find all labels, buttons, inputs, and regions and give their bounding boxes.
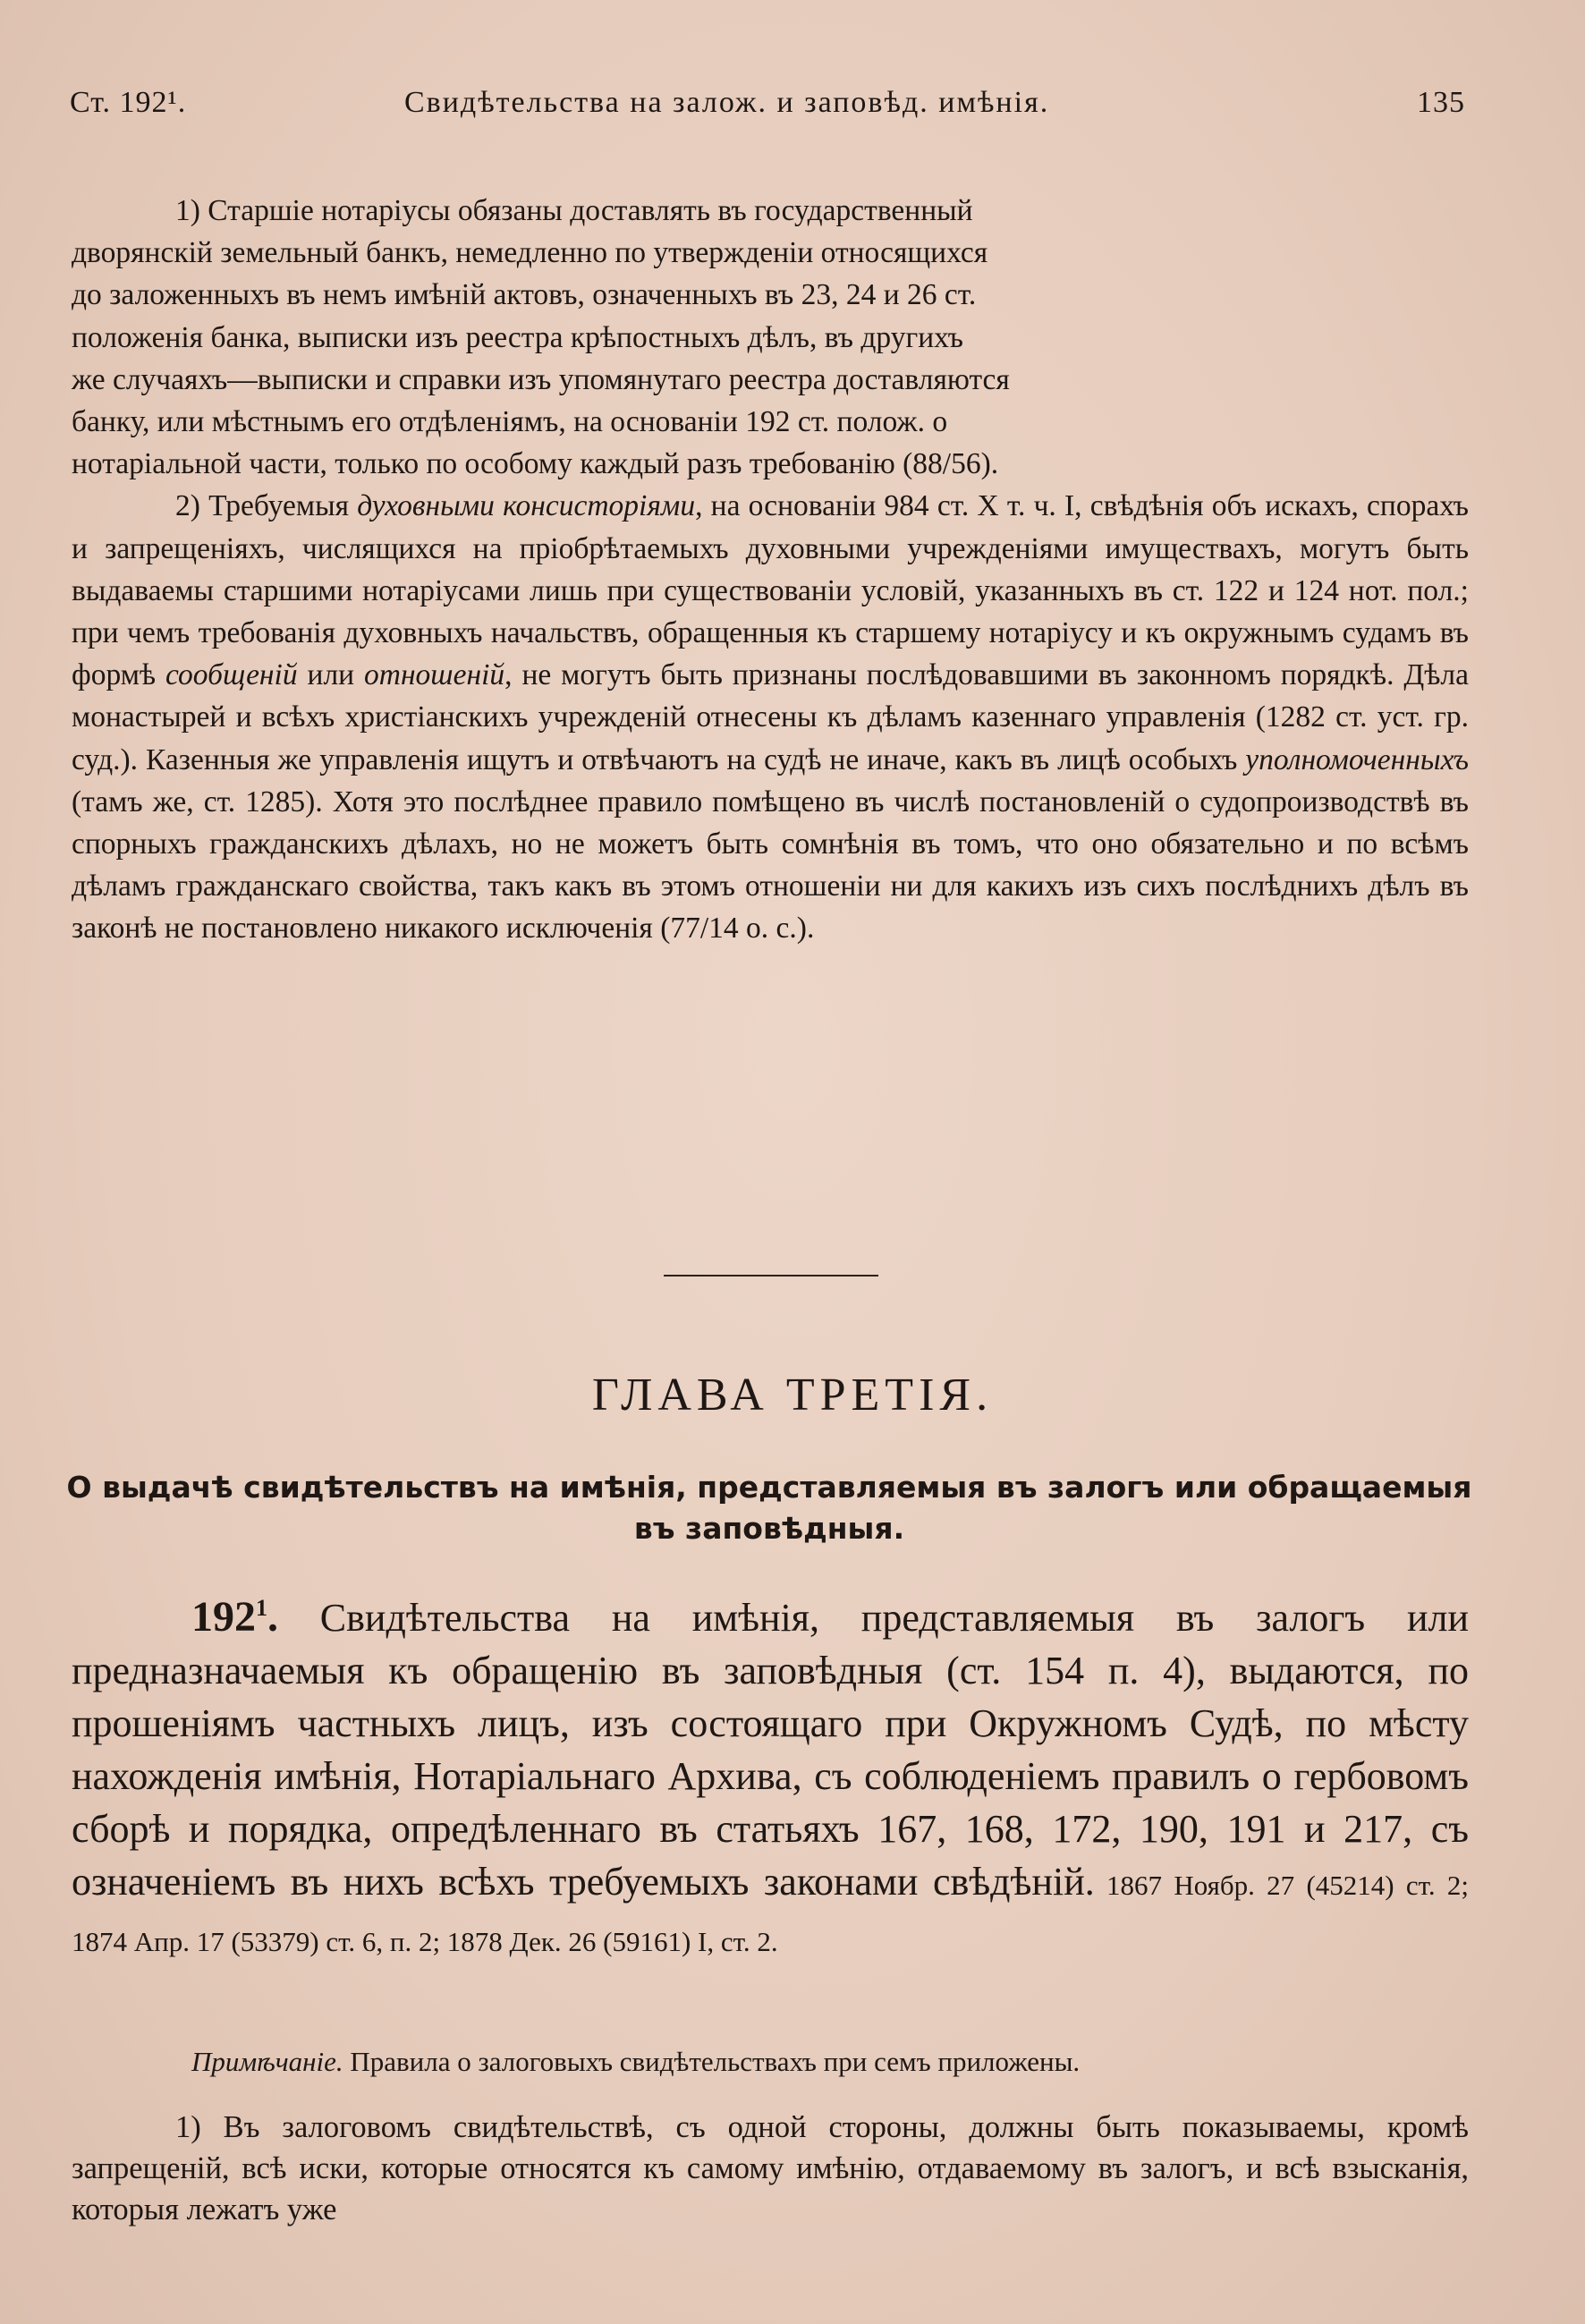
- italic-term: сообщеній: [165, 658, 298, 692]
- article-sources: 1867 Ноябр. 27 (45214) ст. 2; 1874 Апр. 17 (53379) ст. 6, п. 2; 1878 Дек. 26 (59161) I, ст. 2.: [72, 1870, 1469, 1957]
- chapter-subtitle: О выдачѣ свидѣтельствъ на имѣнія, представляемыя въ залогъ или обращаемыя въ заповѣдныя.: [66, 1470, 1472, 1546]
- commentary-section: [72, 190, 1469, 950]
- article-note: [72, 2044, 1469, 2080]
- article-192-1: [72, 1582, 1469, 1968]
- para1-line: дворянскій земельный банкъ, немедленно по утвержденіи относящихся: [72, 236, 988, 270]
- article-number-main: 192: [191, 1593, 256, 1641]
- section-divider: [664, 1275, 878, 1277]
- para1-line: 1) Старшіе нотаріусы обязаны доставлять въ государственный: [175, 194, 973, 227]
- note-label: Примѣчаніе.: [191, 2046, 343, 2077]
- rules-section: [72, 2107, 1469, 2230]
- rules-paragraph-1: 1) Въ залоговомъ свидѣтельствѣ, съ одной стороны, должны быть показываемы, кромѣ запрещеній, всѣ иски, которые относятся къ самому имѣнію, отдаваемому въ залогъ, и всѣ взысканія, которыя лежатъ уже: [72, 2110, 1469, 2226]
- para1-line: до заложенныхъ въ немъ имѣній актовъ, означенныхъ въ 23, 24 и 26 ст.: [72, 278, 977, 312]
- article-number-sup: 1: [256, 1595, 267, 1621]
- article-text: [72, 1582, 1469, 1968]
- article-body: Свидѣтельства на имѣнія, представляемыя въ залогъ или предназначаемыя къ обращенію въ заповѣдныя (ст. 154 п. 4), выдаются, по прошеніямъ частныхъ лицъ, изъ состоящаго при Окружномъ Судѣ, по мѣсту нахожденія имѣнія, Нотаріальнаго Архива, съ соблюденіемъ правилъ о гербовомъ сборѣ и порядка, опредѣленнаго въ статьяхъ 167, 168, 172, 190, 191 и 217, съ означеніемъ въ нихъ всѣхъ требуемыхъ законами свѣдѣній.: [72, 1596, 1469, 1904]
- para1-line: нотаріальной части, только по особому каждый разъ требованію (88/56).: [72, 447, 999, 481]
- header-article-ref: Ст. 192¹.: [70, 86, 187, 119]
- commentary-paragraph-2: [72, 485, 1469, 949]
- article-number: [191, 1593, 278, 1641]
- italic-term: уполномоченныхъ: [1245, 742, 1469, 776]
- italic-term: духовными консисторіями: [357, 489, 696, 523]
- article-number-dot: .: [267, 1593, 278, 1641]
- chapter-title: ГЛАВА ТРЕТІЯ.: [591, 1370, 994, 1421]
- para1-line: положенія банка, выписки изъ реестра крѣпостныхъ дѣлъ, въ другихъ: [72, 320, 963, 354]
- text-run: , не могутъ быть признаны послѣдовавшими въ законномъ порядкѣ. Дѣла монастырей и всѣхъ христіанскихъ учрежденій отнесены къ дѣламъ казеннаго управленія (1282 ст. уст. гр. суд.). Казенныя же управленія ищутъ и отвѣчаютъ на судѣ не иначе, какъ въ лицѣ особыхъ: [72, 658, 1469, 776]
- page-number: 135: [1417, 86, 1465, 119]
- note-paragraph: [72, 2044, 1469, 2080]
- text-run: , на основаніи 984 ст. X т. ч. I, свѣдѣнія объ искахъ, спорахъ и запрещеніяхъ, числящихся на пріобрѣтаемыхъ духовными учрежденіями имуществахъ, могутъ быть выдаваемы старшими нотаріусами лишь при существованіи условій, указанныхъ въ ст. 122 и 124 нот. пол.; при чемъ требованія духовныхъ начальствъ, обращенныя къ старшему нотаріусу и къ окружнымъ судамъ въ формѣ: [72, 489, 1469, 692]
- note-text: Правила о залоговыхъ свидѣтельствахъ при семъ приложены.: [343, 2046, 1081, 2077]
- text-run: 2) Требуемыя: [175, 489, 358, 523]
- para1-line: же случаяхъ—выписки и справки изъ упомянутаго реестра доставляются: [72, 362, 1010, 396]
- para1-line: банку, или мѣстнымъ его отдѣленіямъ, на основаніи 192 ст. полож. о: [72, 405, 948, 439]
- italic-term: отношеній: [364, 658, 505, 692]
- text-run: или: [297, 658, 364, 692]
- commentary-paragraph-1: [72, 190, 1469, 485]
- header-title: Свидѣтельства на залож. и заповѣд. имѣнія.: [404, 86, 1050, 119]
- running-head: [70, 86, 1465, 131]
- text-run: (тамъ же, ст. 1285). Хотя это послѣднее правило помѣщено въ числѣ постановленій о судопроизводствѣ въ спорныхъ гражданскихъ дѣлахъ, но не можетъ быть сомнѣнія въ томъ, что оно обязательно и по всѣмъ дѣламъ гражданскаго свойства, такъ какъ въ этомъ отношеніи ни для какихъ изъ сихъ послѣднихъ дѣлъ въ законѣ не постановлено никакого исключенія (77/14 о. с.).: [72, 785, 1469, 946]
